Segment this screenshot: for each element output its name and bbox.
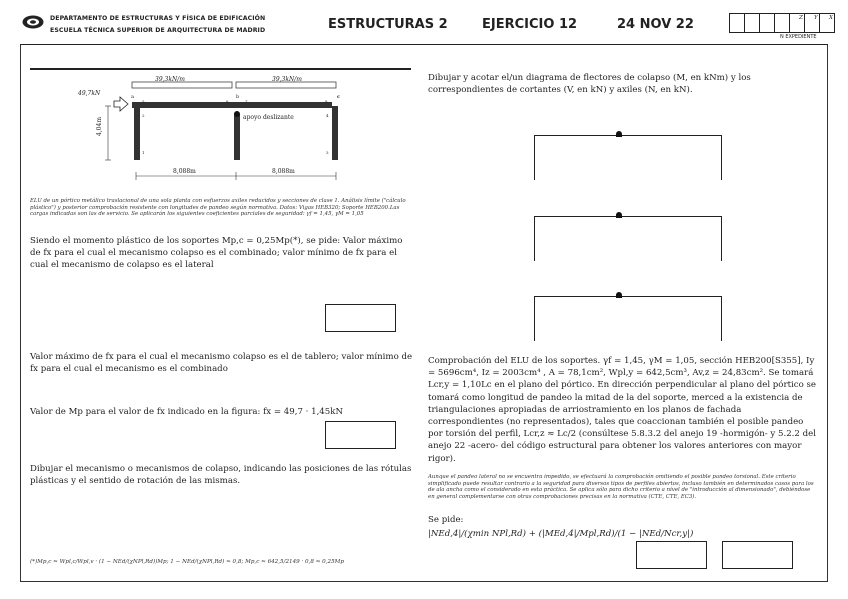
horizontal-load-label: 49,7kN	[78, 90, 101, 97]
hinge-icon-moment	[616, 131, 622, 137]
exp-label: N EXPEDIENTE	[780, 34, 817, 40]
node-b: b	[236, 94, 240, 100]
exp-cell-2[interactable]	[744, 13, 760, 33]
interaction-formula: |NEd,4|/(χmin NPl,Rd) + (|MEd,4|/Mpl,Rd)/(1 − |NEd/Ncr,y|)	[428, 529, 694, 539]
logo	[22, 14, 44, 28]
exp-cell-4[interactable]	[774, 13, 790, 33]
footnote: (*)Mp,c ≈ Wpl,c/Wpl,v · (1 − NEd/(χNPl,Rd))Mp; 1 − NEd/(χNPl,Rd) ≈ 0,8; Mp,c ≈ 642,5/2149 · 0,8 ≈ 0,25Mp	[30, 559, 344, 565]
span-right-label: 8,088m	[272, 168, 295, 175]
load-left-label: 39,3kN/m	[155, 76, 185, 83]
diagram-instruction: Dibujar y acotar el/un diagrama de flectores de colapso (M, en kNm) y los correspondientes de cortantes (V, en kN) y axiles (N, en kN).	[428, 73, 751, 96]
node-8: 8	[325, 99, 328, 104]
node-1: 1	[142, 150, 145, 155]
exp-cell-y[interactable]	[804, 13, 820, 33]
dept-line-1: DEPARTAMENTO DE ESTRUCTURAS Y FÍSICA DE EDIFICACIÓN	[50, 15, 266, 22]
answer-box-2[interactable]	[325, 421, 396, 449]
exp-cell-1[interactable]	[729, 13, 745, 33]
lateral-buckling-note: Aunque el pandeo lateral no se encuentra impedido, se efectuará la comprobación omitiendo el posible pandeo torsional. Este criterio simplificado puede resultar contrario a la seguridad para diversos tipos de perfiles abiertos, incluso también en determinados casos para los de ala ancha como el considerado en esta práctica. Se aplica sólo para dicho criterio a nivel de "introducción al dimensionado", debiéndose en general complementarse con otras comprobaciones precisas en la normativa (CTE, CTE, EC3).	[428, 474, 814, 500]
question-4: Dibujar el mecanismo o mecanismos de colapso, indicando las posiciones de las rótulas plásticas y el sentido de rotación de las mismas.	[30, 464, 412, 487]
question-1: Siendo el momento plástico de los soportes Mp,c = 0,25Mp(*), se pide: Valor máximo de fx para el cual el mecanismo colapso es el combinado; valor mínimo de fx para el cual el mecanismo de colapso es el lateral	[30, 236, 403, 271]
axial-diagram-area[interactable]	[534, 296, 722, 341]
logo-icon	[22, 15, 44, 29]
figure-caption: ELU de un pórtico metálico traslacional de una sola planta con esfuerzos axiles reducidos y secciones de clase 1. Análisis límite ("cálculo plástico") y posterior comprobación resistente con longitudes de pandeo según normativa. Datos: Vigas HEB320; Soporte HEB200.Las cargas indicadas son las de servicio. Se aplicarán los siguientes coeficientes parciales de seguridad: γf = 1,45, γM = 1,05	[30, 198, 406, 218]
node-a: a	[131, 94, 134, 100]
hinge-icon-axial	[616, 292, 622, 298]
divider-top	[20, 44, 828, 45]
answer-box-3[interactable]	[636, 541, 707, 569]
divider	[30, 68, 411, 70]
se-pide-label: Se pide:	[428, 515, 464, 525]
hinge-icon-shear	[616, 212, 622, 218]
span-left-label: 8,088m	[173, 168, 196, 175]
load-right-label: 39,3kN/m	[272, 76, 302, 83]
column-check-text: Comprobación del ELU de los soportes. γf = 1,45, γM = 1,05, sección HEB200[S355], Iy = 5696cm⁴, Iz = 2003cm⁴ , A = 78,1cm², Wpl,y = 642,5cm³, Av,z = 24,83cm². Se tomará Lcr,y = 1,10Lc en el plano del pórtico. En dirección perpendicular al plano del pórtico se tomará como longitud de pandeo la mitad de la del soporte, merced a la existencia de triangulaciones apropiadas de arriostramiento en los planos de fachada correspondientes (no representados), tales que coaccionan también el posible pandeo por torsión del perfil, Lcr,z ≈ Lc/2 (consúltese 5.8.3.2 del anejo 19 -hormigón- y 5.2.2 del anejo 22 -acero- del código estructural para obtener los valores anteriores con mayor rigor).	[428, 356, 817, 464]
answer-box-4[interactable]	[722, 541, 793, 569]
exp-letter-z: Z	[799, 15, 803, 21]
node-7: 7	[245, 99, 248, 104]
expediente-box	[729, 13, 833, 40]
shear-diagram-area[interactable]	[534, 216, 722, 261]
answer-box-1[interactable]	[325, 304, 396, 332]
node-2: 2	[142, 113, 145, 118]
node-c: c	[337, 94, 341, 100]
course-title: ESTRUCTURAS 2	[328, 17, 448, 32]
question-3: Valor de Mp para el valor de fx indicado en la figura: fx = 49,7 · 1,45kN	[30, 407, 343, 417]
exp-cell-z[interactable]	[789, 13, 805, 33]
portal-frame-figure	[40, 76, 380, 186]
node-3: 3	[326, 150, 329, 155]
node-5: 5	[142, 99, 145, 104]
moment-diagram-area[interactable]	[534, 135, 722, 180]
exp-letter-y: Y	[814, 15, 818, 21]
exp-cell-3[interactable]	[759, 13, 775, 33]
node-4: 4	[326, 113, 329, 118]
dept-line-2: ESCUELA TÉCNICA SUPERIOR DE ARQUITECTURA DE MADRID	[50, 27, 266, 34]
question-2: Valor máximo de fx para el cual el mecanismo colapso es el de tablero; valor mínimo de fx para el cual el mecanismo es el combinado	[30, 352, 413, 375]
node-6: 6	[226, 99, 229, 104]
height-label: 4,04m	[96, 116, 103, 136]
support-label: apoyo deslizante	[243, 114, 294, 121]
exp-cell-x[interactable]	[819, 13, 835, 33]
exp-letter-x: X	[829, 15, 833, 21]
exercise-title: EJERCICIO 12	[482, 17, 578, 32]
date-title: 24 NOV 22	[617, 17, 694, 32]
